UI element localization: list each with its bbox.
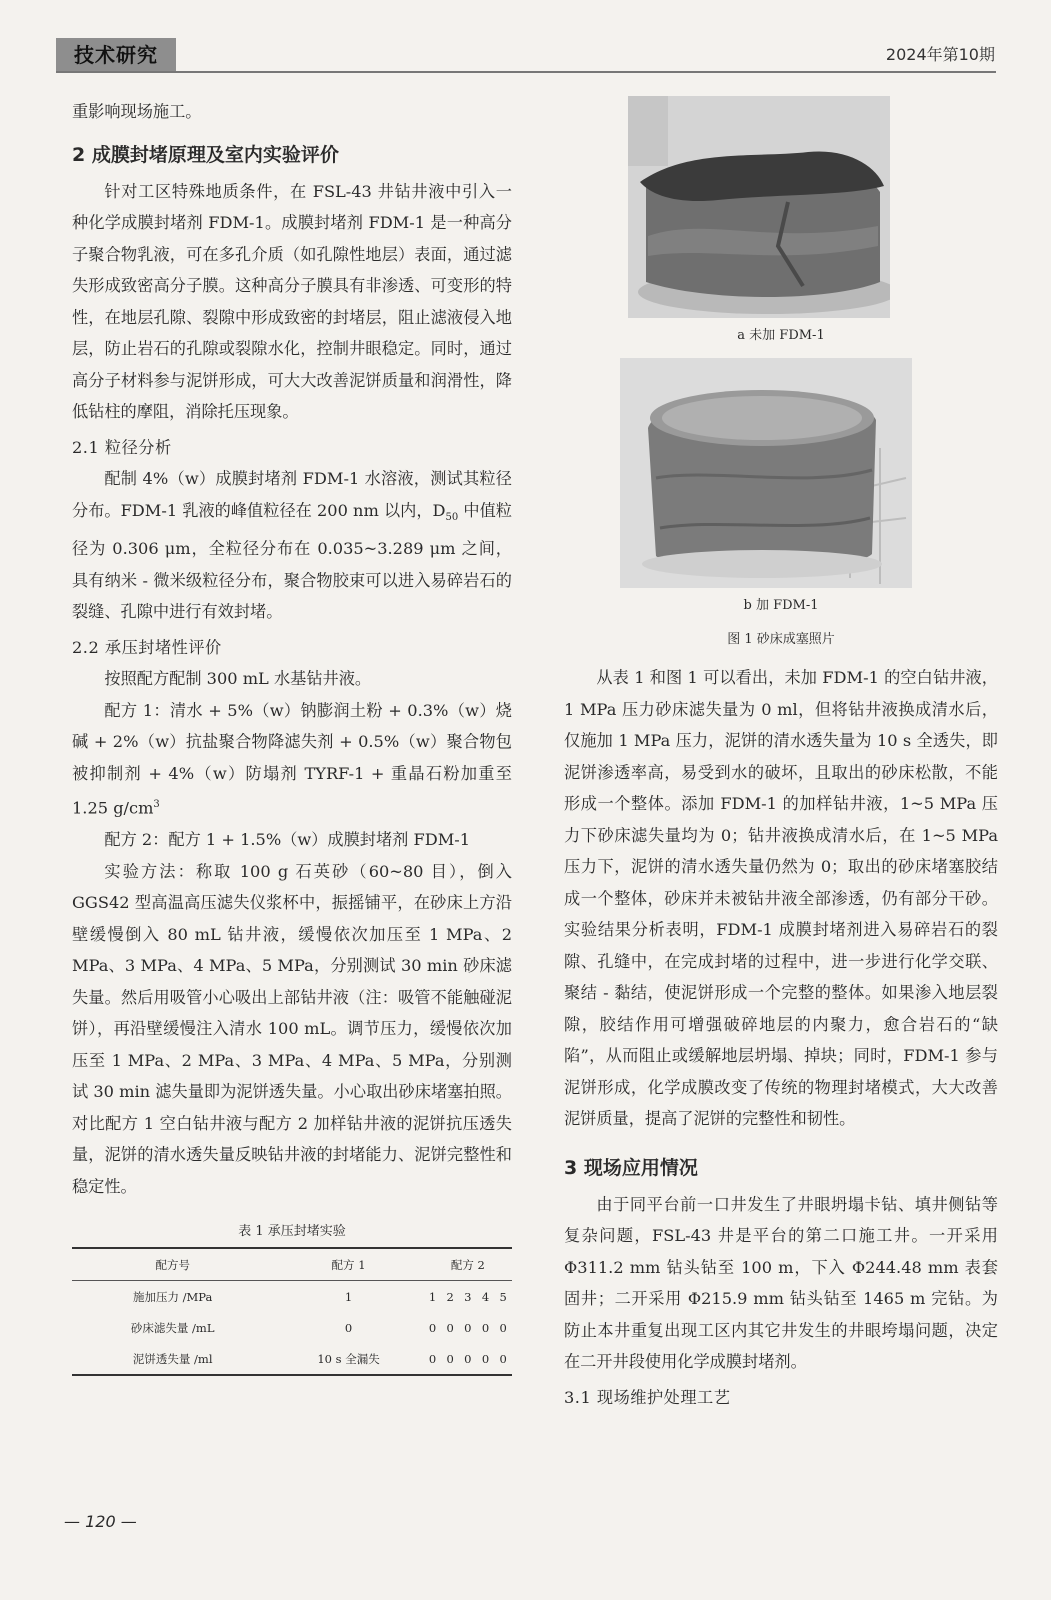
table-cell: 10 s 全漏失 — [273, 1343, 423, 1375]
subscript: 50 — [445, 511, 459, 523]
table-cell: 0 — [424, 1343, 442, 1375]
table-cell: 泥饼透失量 /ml — [72, 1343, 273, 1375]
subsection-2-2-heading: 2.2 承压封堵性评价 — [72, 637, 222, 657]
figure-b-caption: b 加 FDM-1 — [743, 598, 819, 613]
table-cell: 0 — [464, 1320, 472, 1335]
table-row — [72, 1343, 512, 1375]
table-row — [72, 1281, 512, 1313]
table-cell: 0 — [499, 1320, 507, 1335]
sand-plug-photo-b-image — [620, 358, 912, 588]
table-cell: 砂床滤失量 /mL — [130, 1320, 215, 1335]
header-rule — [56, 71, 996, 73]
section-tag: 技术研究 — [56, 38, 176, 72]
table-cell: 1 — [428, 1289, 437, 1304]
paragraph-method: 实验方法：称取 100 g 石英砂（60~80 目），倒入 GGS42 型高温高压滤失仪浆杯中，振摇铺平，在砂床上方沿壁缓慢倒入 80 mL 钻井液，缓慢依次加压至 1 MPa、2 MPa、3 MPa、4 MPa、5 MPa，分别测试 30 min 砂床滤失量。然后用吸管小心吸出上部钻井液（注：吸管不能触碰泥饼），再沿壁缓慢注入清水 100 mL。调节压力，缓慢依次加压至 1 MPa、2 MPa、3 MPa、4 MPa、5 MPa，分别测试 30 min 滤失量即为泥饼透失量。小心取出砂床堵塞拍照。对比配方 1 空白钻井液与配方 2 加样钻井液的泥饼抗压透失量，泥饼的清水透失量反映钻井液的封堵能力、泥饼完整性和稳定性。 — [72, 861, 512, 1196]
table-cell: 0 — [446, 1320, 454, 1335]
right-column — [564, 96, 998, 1413]
section-3-heading: 3 现场应用情况 — [564, 1156, 698, 1179]
subsection-3-1-heading: 3.1 现场维护处理工艺 — [564, 1387, 731, 1407]
paragraph-formula-2: 配方 2：配方 1 + 1.5%（w）成膜封堵剂 FDM-1 — [104, 830, 471, 850]
text-fragment: 配制 4%（w）成膜封堵剂 FDM-1 水溶液，测试其粒径分布。FDM-1 乳液的峰值粒径在 200 nm 以内，D — [72, 469, 512, 520]
paragraph-prep: 按照配方配制 300 mL 水基钻井液。 — [104, 669, 372, 689]
table-row — [72, 1312, 512, 1343]
table-cell: 2 — [446, 1289, 454, 1304]
text-fragment: 配方 1：清水 + 5%（w）钠膨润土粉 + 0.3%（w）烧碱 + 2%（w）抗盐聚合物降滤失剂 + 0.5%（w）聚合物包被抑制剂 + 4%（w）防塌剂 TYRF-1 + 重晶石粉加重至 1.25 g/cm — [72, 700, 512, 818]
table-cell: 0 — [481, 1320, 490, 1335]
issue-label: 2024年第10期 — [885, 45, 995, 64]
table-cell: 1 — [344, 1289, 353, 1304]
page-number: — 120 — — [64, 1512, 137, 1531]
table-header: 配方 2 — [424, 1248, 512, 1281]
table-header: 配方号 — [72, 1248, 273, 1281]
figure-1-caption: 图 1 砂床成塞照片 — [727, 632, 835, 647]
paragraph-analysis: 从表 1 和图 1 可以看出，未加 FDM-1 的空白钻井液，1 MPa 压力砂床滤失量为 0 ml，但将钻井液换成清水后，仅施加 1 MPa 压力，泥饼的清水透失量为 10 s 全透失，即泥饼渗透率高，易受到水的破坏，且取出的砂床松散，不能形成一个整体。添加 FDM-1 的加样钻井液，1~5 MPa 压力下砂床滤失量均为 0；钻井液换成清水后，在 1~5 MPa 压力下，泥饼的清水透失量仍然为 0；取出的砂床堵塞胶结成一个整体，砂床并未被钻井液全部渗透，仍有部分干砂。实验结果分析表明，FDM-1 成膜封堵剂进入易碎岩石的裂隙、孔缝中，在完成封堵的过程中，进一步进行化学交联、聚结 - 黏结，使泥饼形成一个完整的整体。如果渗入地层裂隙，胶结作用可增强破碎地层的内聚力，愈合岩石的“缺陷”，从而阻止或缓解地层坍塌、掉块；同时，FDM-1 参与泥饼形成，化学成膜改变了传统的物理封堵模式，大大改善泥饼质量，提高了泥饼的完整性和韧性。 — [564, 668, 998, 1128]
table-cell: 施加压力 /MPa — [133, 1289, 213, 1304]
table-cell: 0 — [477, 1343, 495, 1375]
table-cell: 0 — [494, 1343, 512, 1375]
pressure-sealing-table — [72, 1247, 512, 1376]
paragraph-particle-size — [72, 463, 512, 628]
paragraph-principle: 针对工区特殊地质条件，在 FSL-43 井钻井液中引入一种化学成膜封堵剂 FDM-1。成膜封堵剂 FDM-1 是一种高分子聚合物乳液，可在多孔介质（如孔隙性地层）表面，通过滤失形成致密高分子膜。这种高分子膜具有非渗透、可变形的特性，在地层孔隙、裂隙中形成致密的封堵层，阻止滤液侵入地层，防止岩石的孔隙或裂隙水化，控制井眼稳定。同时，通过高分子材料参与泥饼形成，可大大改善泥饼质量和润滑性，降低钻柱的摩阻，消除托压现象。 — [72, 181, 512, 421]
table-cell: 3 — [464, 1289, 472, 1304]
text-fragment: 中值粒径为 0.306 μm，全粒径分布在 0.035~3.289 μm 之间，具有纳米 - 微米级粒径分布，聚合物胶束可以进入易碎岩石的裂缝、孔隙中进行有效封堵。 — [72, 500, 512, 622]
section-2-heading: 2 成膜封堵原理及室内实验评价 — [72, 143, 339, 166]
subsection-2-1-heading: 2.1 粒径分析 — [72, 437, 172, 457]
left-column — [72, 96, 512, 1376]
figure-a-caption: a 未加 FDM-1 — [737, 328, 825, 343]
table-cell: 5 — [499, 1289, 507, 1304]
paragraph-continued: 重影响现场施工。 — [72, 102, 202, 121]
table-header: 配方 1 — [273, 1248, 423, 1281]
table-cell: 0 — [459, 1343, 477, 1375]
table-cell: 0 — [428, 1320, 437, 1335]
sand-plug-photo-a-image — [628, 96, 890, 318]
table-cell: 0 — [344, 1320, 353, 1335]
table-caption: 表 1 承压封堵实验 — [238, 1224, 346, 1240]
table-cell: 4 — [481, 1289, 490, 1304]
superscript: 3 — [153, 799, 160, 811]
paragraph-field: 由于同平台前一口井发生了井眼坍塌卡钻、填井侧钻等复杂问题，FSL-43 井是平台的第二口施工井。一开采用 Φ311.2 mm 钻头钻至 100 m，下入 Φ244.48 mm 表套固井；二开采用 Φ215.9 mm 钻头钻至 1465 m 完钻。为防止本井重复出现工区内其它井发生的井眼垮塌问题，决定在二开井段使用化学成膜封堵剂。 — [564, 1194, 998, 1371]
photo-sand-plug-with-fdm1 — [620, 358, 912, 588]
photo-sand-plug-without-fdm1 — [628, 96, 890, 318]
table-cell: 0 — [441, 1343, 459, 1375]
paragraph-formula-1 — [72, 695, 512, 824]
